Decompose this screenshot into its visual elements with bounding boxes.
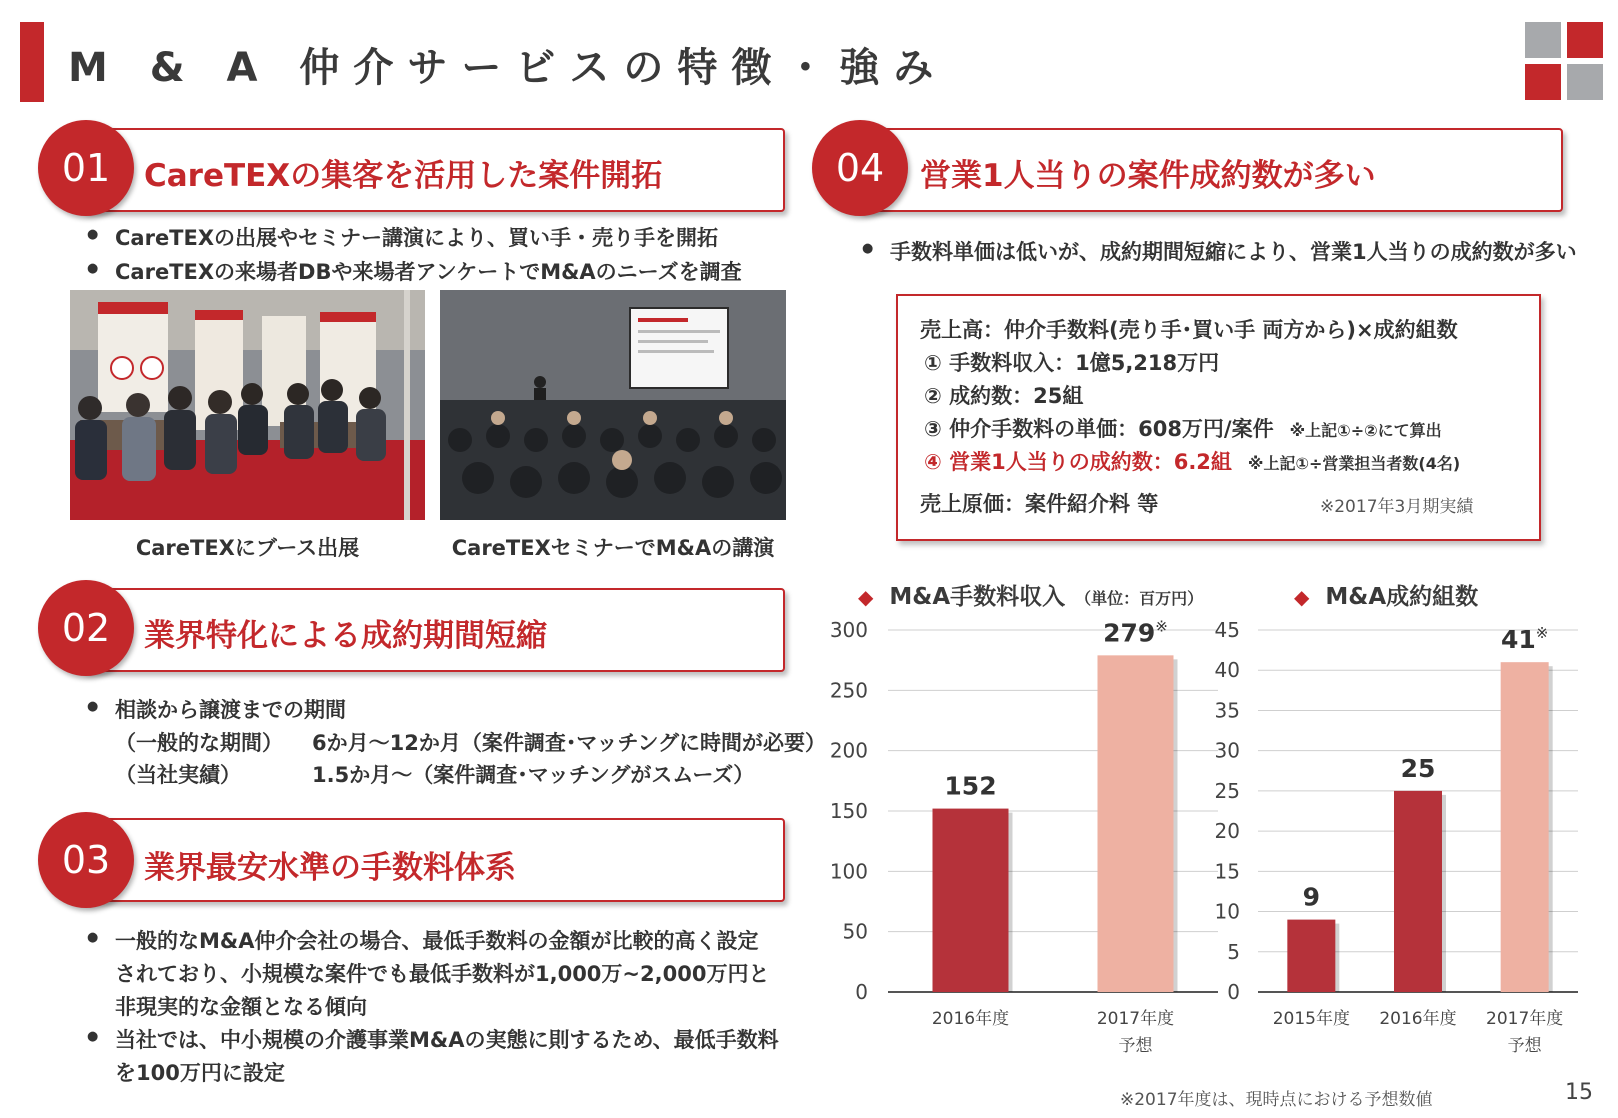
section-01-number: 01 [38,120,134,216]
bar-value-label: 9 [1302,882,1321,912]
section-02-bullet: ● 相談から譲渡までの期間 [115,694,346,724]
unit-fee: ③ 仲介手数料の単価：608万円/案件 ※上記①÷②にて算出 [924,417,1442,441]
x-tick-label: 2017年度 [1486,1009,1564,1029]
page-number: 15 [1565,1080,1593,1105]
bar [1287,920,1335,992]
general-period-label: （一般的な期間） [115,731,283,755]
y-tick-label: 15 [1214,859,1240,884]
revenue-formula: 売上高：仲介手数料(売り手･買い手 両方から)×成約組数 [920,318,1458,342]
unit-fee-note: ※上記①÷②にて算出 [1289,421,1442,440]
bar-value-label: 25 [1400,753,1436,783]
y-tick-label: 20 [1214,819,1240,844]
section-02-number: 02 [38,580,134,676]
fee-income: ① 手数料収入：1億5,218万円 [924,351,1220,375]
deal-count: ② 成約数：25組 [924,384,1084,408]
bar-value-label: 279※ [1103,617,1168,648]
bar [1098,655,1174,992]
x-tick-label: 2016年度 [1379,1009,1457,1029]
section-03-bullet-2-line-2: を100万円に設定 [115,1061,285,1085]
cost-of-sales: 売上原価：案件紹介料 等 [920,492,1159,516]
section-04-title: 営業1人当りの案件成約数が多い [920,158,1376,194]
section-04-number: 04 [812,120,908,216]
y-tick-label: 40 [1214,658,1240,683]
y-tick-label: 150 [829,799,868,823]
section-01-bullet-2: ● CareTEXの来場者DBや来場者アンケートでM&Aのニーズを調査 [115,256,742,286]
bar [1394,791,1442,992]
y-tick-label: 50 [842,919,868,944]
deal-count-chart-title: ◆ M&A成約組数 [1294,584,1479,610]
y-tick-label: 25 [1214,778,1240,803]
y-tick-label: 0 [1227,980,1240,1004]
bar-value-label: 152 [944,771,997,801]
y-tick-label: 10 [1214,899,1240,924]
section-03-bullet-2-line-1: ● 当社では、中小規模の介護事業M&Aの実態に則するため、最低手数料 [115,1024,779,1054]
title-accent-bar [20,22,44,102]
y-tick-label: 30 [1214,738,1240,763]
deal-count-chart [1214,610,1588,1065]
fee-income-chart [829,610,1228,1065]
deals-per-sales-note: ※上記①÷営業担当者数(4名) [1247,454,1461,473]
y-tick-label: 250 [829,678,868,703]
x-tick-label: 2015年度 [1272,1009,1350,1029]
section-01-title: CareTEXの集客を活用した案件開拓 [144,158,663,194]
y-tick-label: 35 [1214,698,1240,723]
x-tick-label: 予想 [1507,1036,1542,1056]
bar [933,809,1009,992]
bar [1501,662,1549,992]
seminar-photo-caption: CareTEXセミナーでM&Aの講演 [451,536,775,560]
deals-per-sales: ④ 営業1人当りの成約数：6.2組 ※上記①÷営業担当者数(4名) [924,450,1461,474]
general-period-value: 6か月～12か月（案件調査･マッチングに時間が必要） [312,731,827,755]
fee-income-chart-title: ◆ M&A手数料収入 （単位：百万円） [858,584,1204,610]
section-03-bullet-1-line-3: 非現実的な金額となる傾向 [115,995,367,1019]
section-03-number: 03 [38,812,134,908]
page-title: M & A 仲介サービスの特徴・強み [68,45,948,91]
y-tick-label: 0 [855,980,868,1004]
section-02-title: 業界特化による成約期間短縮 [144,618,547,654]
diamond-icon: ◆ [1294,585,1310,609]
revenue-structure-box [896,294,1541,541]
company-logo [1525,22,1603,100]
section-03-title: 業界最安水準の手数料体系 [144,850,516,886]
x-tick-label: 2017年度 [1096,1009,1175,1029]
company-period-label: （当社実績） [115,763,241,787]
y-tick-label: 5 [1227,939,1240,964]
bar-value-label: 41※ [1500,624,1549,655]
seminar-photo [440,290,786,520]
y-tick-label: 200 [829,738,868,763]
diamond-icon: ◆ [858,585,874,609]
section-04-bullet: ● 手数料単価は低いが、成約期間短縮により、営業1人当りの成約数が多い [890,236,1577,266]
y-tick-label: 45 [1214,618,1240,642]
booth-photo-caption: CareTEXにブース出展 [135,536,360,560]
y-tick-label: 100 [829,859,868,884]
company-period-value: 1.5か月～（案件調査･マッチングがスムーズ） [312,763,755,787]
booth-photo [70,290,425,520]
x-tick-label: 2016年度 [931,1009,1010,1029]
section-01-bullet-1: ● CareTEXの出展やセミナー講演により、買い手・売り手を開拓 [115,222,718,252]
forecast-footnote: ※2017年度は、現時点における予想数値 [1120,1090,1433,1110]
section-03-bullet-1-line-2: されており、小規模な案件でも最低手数料が1,000万~2,000万円と [115,962,770,986]
x-tick-label: 予想 [1118,1036,1153,1056]
y-tick-label: 300 [829,618,868,642]
box-footnote: ※2017年3月期実績 [1320,497,1474,517]
section-03-bullet-1-line-1: ● 一般的なM&A仲介会社の場合、最低手数料の金額が比較的高く設定 [115,925,758,955]
